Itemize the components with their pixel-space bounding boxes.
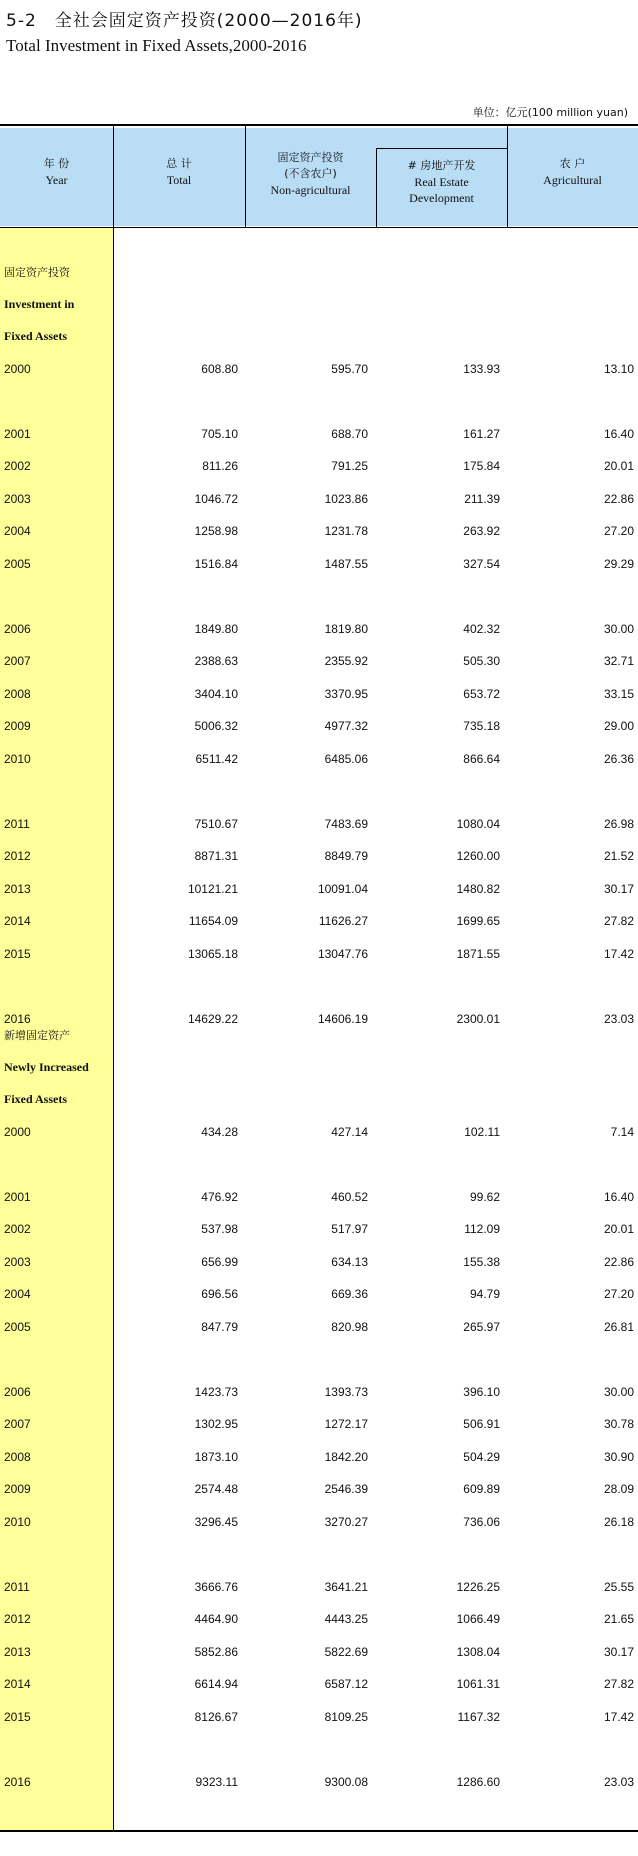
cell-nonag: 8849.79 bbox=[324, 849, 368, 863]
section-title-en bbox=[0, 295, 638, 315]
cell-nonag: 460.52 bbox=[331, 1189, 368, 1204]
cell-real-estate: 396.10 bbox=[463, 1384, 500, 1399]
cell-total: 2574.48 bbox=[194, 1482, 238, 1496]
cell-total: 811.26 bbox=[202, 459, 238, 473]
cell-real-estate: 1871.55 bbox=[456, 946, 500, 961]
cell-real-estate: 175.84 bbox=[463, 459, 500, 473]
cell-nonag: 3370.95 bbox=[324, 686, 368, 701]
cell-total: 476.92 bbox=[201, 1189, 238, 1204]
header-nonag-cn1: 固定资产投资 bbox=[277, 151, 344, 164]
cell-total: 13065.18 bbox=[187, 946, 238, 961]
cell-total: 1423.73 bbox=[194, 1384, 238, 1399]
cell-agricultural: 30.17 bbox=[603, 881, 634, 896]
cell-year: 2012 bbox=[4, 849, 31, 863]
cell-real-estate: 1699.65 bbox=[456, 914, 500, 928]
cell-real-estate: 504.29 bbox=[463, 1449, 500, 1464]
cell-nonag: 8109.25 bbox=[324, 1709, 368, 1724]
cell-real-estate: 1167.32 bbox=[457, 1709, 500, 1724]
cell-real-estate: 1066.49 bbox=[456, 1612, 500, 1626]
cell-real-estate: 263.92 bbox=[463, 524, 500, 538]
table-row bbox=[0, 1383, 638, 1403]
cell-agricultural: 30.78 bbox=[603, 1417, 634, 1431]
cell-nonag: 6587.12 bbox=[324, 1677, 368, 1691]
cell-total: 656.99 bbox=[201, 1254, 238, 1269]
cell-total: 6511.42 bbox=[195, 751, 238, 766]
cell-agricultural: 30.00 bbox=[603, 621, 634, 636]
header-nonag-en: Non-agricultural bbox=[270, 183, 351, 197]
cell-total: 434.28 bbox=[201, 1124, 238, 1139]
header-re-en2: Development bbox=[409, 191, 474, 205]
cell-nonag: 9300.08 bbox=[324, 1774, 368, 1789]
cell-year: 2005 bbox=[4, 1319, 31, 1334]
cell-total: 7510.67 bbox=[194, 816, 238, 831]
table-row bbox=[0, 847, 638, 867]
cell-nonag: 14606.19 bbox=[317, 1011, 368, 1026]
cell-agricultural: 28.09 bbox=[603, 1482, 634, 1496]
cell-real-estate: 653.72 bbox=[463, 686, 500, 701]
section-title-cn bbox=[0, 1025, 638, 1045]
cell-year: 2003 bbox=[4, 1254, 31, 1269]
cell-year: 2003 bbox=[4, 491, 31, 506]
cell-year: 2012 bbox=[4, 1612, 31, 1626]
table-row bbox=[0, 1188, 638, 1208]
header-total bbox=[113, 156, 245, 188]
section-title-en bbox=[0, 1090, 638, 1110]
cell-real-estate: 736.06 bbox=[463, 1514, 500, 1529]
cell-year: 2010 bbox=[4, 1514, 31, 1529]
cell-agricultural: 22.86 bbox=[603, 1254, 634, 1269]
cell-year: 2004 bbox=[4, 1287, 31, 1301]
cell-total: 10121.21 bbox=[187, 881, 238, 896]
table-row bbox=[0, 1610, 638, 1630]
section-title-en bbox=[0, 327, 638, 347]
cell-agricultural: 22.86 bbox=[603, 491, 634, 506]
cell-real-estate: 1061.31 bbox=[456, 1677, 500, 1691]
cell-agricultural: 7.14 bbox=[610, 1124, 634, 1139]
cell-real-estate: 609.89 bbox=[463, 1482, 500, 1496]
page-subtitle: Total Investment in Fixed Assets,2000-2016 bbox=[6, 36, 307, 55]
table-row bbox=[0, 945, 638, 965]
cell-total: 537.98 bbox=[201, 1222, 238, 1236]
cell-nonag: 517.97 bbox=[331, 1222, 368, 1236]
section-label: Investment in bbox=[4, 296, 75, 311]
cell-agricultural: 27.82 bbox=[603, 1677, 634, 1691]
cell-agricultural: 16.40 bbox=[603, 426, 634, 441]
cell-year: 2015 bbox=[4, 1709, 31, 1724]
cell-total: 1849.80 bbox=[194, 621, 238, 636]
cell-agricultural: 32.71 bbox=[603, 654, 634, 668]
cell-year: 2010 bbox=[4, 751, 31, 766]
cell-nonag: 2546.39 bbox=[324, 1482, 368, 1496]
cell-agricultural: 13.10 bbox=[603, 361, 634, 376]
table-row bbox=[0, 1578, 638, 1598]
cell-total: 4464.90 bbox=[194, 1612, 238, 1626]
cell-year: 2006 bbox=[4, 621, 31, 636]
table-row bbox=[0, 1773, 638, 1793]
table-row bbox=[0, 1415, 638, 1435]
cell-nonag: 13047.76 bbox=[317, 946, 368, 961]
cell-year: 2007 bbox=[4, 654, 31, 668]
cell-nonag: 669.36 bbox=[331, 1287, 368, 1301]
cell-nonag: 595.70 bbox=[331, 361, 368, 376]
cell-year: 2000 bbox=[4, 1124, 31, 1139]
cell-real-estate: 735.18 bbox=[463, 719, 500, 733]
col-divider-year bbox=[113, 126, 114, 1830]
table-row bbox=[0, 685, 638, 705]
cell-total: 2388.63 bbox=[194, 654, 238, 668]
cell-agricultural: 26.98 bbox=[603, 816, 634, 831]
header-bottom-rule bbox=[0, 227, 638, 228]
header-ag-en: Agricultural bbox=[543, 173, 602, 187]
cell-real-estate: 265.97 bbox=[463, 1319, 500, 1334]
cell-total: 5006.32 bbox=[194, 719, 238, 733]
cell-total: 3296.45 bbox=[194, 1514, 238, 1529]
cell-nonag: 4977.32 bbox=[324, 719, 368, 733]
cell-year: 2001 bbox=[4, 1189, 31, 1204]
header-re-en1: Real Estate bbox=[414, 175, 469, 189]
cell-year: 2016 bbox=[4, 1774, 31, 1789]
cell-total: 3666.76 bbox=[194, 1579, 238, 1594]
header-agricultural bbox=[507, 156, 638, 188]
cell-year: 2001 bbox=[4, 426, 31, 441]
table-row bbox=[0, 1708, 638, 1728]
cell-agricultural: 30.00 bbox=[603, 1384, 634, 1399]
table-row bbox=[0, 425, 638, 445]
cell-agricultural: 27.20 bbox=[603, 1287, 634, 1301]
section-label: Fixed Assets bbox=[4, 1092, 67, 1106]
cell-nonag: 1819.80 bbox=[324, 621, 368, 636]
table-row bbox=[0, 1253, 638, 1273]
cell-nonag: 3641.21 bbox=[324, 1579, 368, 1594]
cell-real-estate: 1308.04 bbox=[456, 1644, 500, 1659]
cell-total: 696.56 bbox=[201, 1287, 238, 1301]
cell-year: 2009 bbox=[4, 719, 31, 733]
cell-total: 6614.94 bbox=[194, 1677, 238, 1691]
cell-real-estate: 155.38 bbox=[463, 1254, 500, 1269]
cell-real-estate: 505.30 bbox=[463, 654, 500, 668]
cell-real-estate: 506.91 bbox=[463, 1417, 500, 1431]
cell-nonag: 1272.17 bbox=[324, 1417, 368, 1431]
cell-year: 2007 bbox=[4, 1417, 31, 1431]
cell-total: 3404.10 bbox=[194, 686, 238, 701]
cell-nonag: 688.70 bbox=[331, 426, 368, 441]
cell-real-estate: 2300.01 bbox=[456, 1011, 500, 1026]
cell-nonag: 820.98 bbox=[331, 1319, 368, 1334]
cell-nonag: 2355.92 bbox=[324, 654, 368, 668]
cell-nonag: 427.14 bbox=[331, 1124, 368, 1139]
header-ag-cn: 农 户 bbox=[559, 157, 586, 170]
table-row bbox=[0, 1123, 638, 1143]
cell-total: 1046.72 bbox=[194, 491, 238, 506]
table-row bbox=[0, 1513, 638, 1533]
header-nonag bbox=[245, 150, 376, 198]
header-year bbox=[0, 156, 113, 188]
cell-total: 14629.22 bbox=[187, 1011, 238, 1026]
cell-year: 2014 bbox=[4, 914, 31, 928]
cell-agricultural: 20.01 bbox=[603, 1222, 634, 1236]
cell-nonag: 5822.69 bbox=[324, 1644, 368, 1659]
cell-agricultural: 30.17 bbox=[603, 1644, 634, 1659]
cell-real-estate: 1286.60 bbox=[456, 1774, 500, 1789]
cell-nonag: 3270.27 bbox=[324, 1514, 368, 1529]
section-label: 新增固定资产 bbox=[4, 1029, 70, 1042]
cell-agricultural: 21.52 bbox=[603, 849, 634, 863]
cell-total: 1302.95 bbox=[194, 1417, 238, 1431]
table-row bbox=[0, 1643, 638, 1663]
cell-real-estate: 94.79 bbox=[469, 1287, 500, 1301]
cell-agricultural: 29.00 bbox=[603, 719, 634, 733]
cell-agricultural: 17.42 bbox=[603, 946, 634, 961]
cell-real-estate: 99.62 bbox=[469, 1189, 500, 1204]
table-row bbox=[0, 750, 638, 770]
section-title-cn bbox=[0, 262, 638, 282]
cell-agricultural: 21.65 bbox=[603, 1612, 634, 1626]
cell-real-estate: 1226.25 bbox=[456, 1579, 500, 1594]
table-row bbox=[0, 912, 638, 932]
cell-nonag: 4443.25 bbox=[324, 1612, 368, 1626]
cell-agricultural: 26.81 bbox=[603, 1319, 634, 1334]
page-title: 5-2 全社会固定资产投资(2000—2016年) bbox=[6, 11, 363, 31]
table-row bbox=[0, 555, 638, 575]
cell-real-estate: 133.93 bbox=[463, 361, 500, 376]
cell-real-estate: 402.32 bbox=[463, 621, 500, 636]
cell-agricultural: 25.55 bbox=[603, 1579, 634, 1594]
cell-total: 1516.84 bbox=[194, 556, 238, 571]
cell-year: 2006 bbox=[4, 1384, 31, 1399]
table-row bbox=[0, 717, 638, 737]
cell-year: 2011 bbox=[4, 816, 30, 831]
cell-year: 2013 bbox=[4, 881, 31, 896]
cell-nonag: 11626.27 bbox=[318, 914, 368, 928]
cell-total: 9323.11 bbox=[195, 1774, 238, 1789]
cell-nonag: 1231.78 bbox=[324, 524, 368, 538]
table-row bbox=[0, 652, 638, 672]
cell-nonag: 6485.06 bbox=[324, 751, 368, 766]
table-row bbox=[0, 457, 638, 477]
cell-agricultural: 16.40 bbox=[603, 1189, 634, 1204]
cell-nonag: 7483.69 bbox=[324, 816, 368, 831]
cell-nonag: 1842.20 bbox=[324, 1449, 368, 1464]
section-label: Fixed Assets bbox=[4, 329, 67, 343]
cell-real-estate: 161.27 bbox=[463, 426, 500, 441]
cell-year: 2002 bbox=[4, 459, 31, 473]
cell-year: 2000 bbox=[4, 361, 31, 376]
cell-agricultural: 23.03 bbox=[603, 1011, 634, 1026]
table-top-rule bbox=[0, 124, 638, 126]
cell-nonag: 10091.04 bbox=[317, 881, 368, 896]
cell-total: 608.80 bbox=[201, 361, 238, 376]
header-year-cn: 年 份 bbox=[43, 157, 70, 170]
cell-nonag: 1487.55 bbox=[324, 556, 368, 571]
cell-total: 8871.31 bbox=[194, 849, 238, 863]
cell-total: 11654.09 bbox=[188, 914, 238, 928]
cell-agricultural: 29.29 bbox=[603, 556, 634, 571]
cell-year: 2002 bbox=[4, 1222, 31, 1236]
section-title-en bbox=[0, 1058, 638, 1078]
cell-total: 1258.98 bbox=[194, 524, 238, 538]
cell-year: 2016 bbox=[4, 1011, 31, 1026]
header-nonag-cn2: (不含农户) bbox=[284, 167, 337, 180]
section-label: Newly Increased bbox=[4, 1059, 89, 1074]
table-row bbox=[0, 620, 638, 640]
cell-agricultural: 26.36 bbox=[603, 751, 634, 766]
cell-real-estate: 866.64 bbox=[463, 751, 500, 766]
cell-year: 2015 bbox=[4, 946, 31, 961]
header-year-en: Year bbox=[45, 173, 68, 187]
cell-real-estate: 112.09 bbox=[464, 1222, 500, 1236]
cell-year: 2014 bbox=[4, 1677, 31, 1691]
cell-total: 847.79 bbox=[201, 1319, 238, 1334]
header-total-en: Total bbox=[166, 173, 192, 187]
cell-nonag: 634.13 bbox=[331, 1254, 368, 1269]
cell-real-estate: 327.54 bbox=[463, 556, 500, 571]
cell-total: 705.10 bbox=[201, 426, 238, 441]
cell-nonag: 791.25 bbox=[331, 459, 368, 473]
cell-agricultural: 23.03 bbox=[603, 1774, 634, 1789]
cell-year: 2005 bbox=[4, 556, 31, 571]
data-table bbox=[0, 124, 638, 1832]
cell-total: 1873.10 bbox=[194, 1449, 238, 1464]
cell-agricultural: 26.18 bbox=[603, 1514, 634, 1529]
cell-year: 2008 bbox=[4, 686, 31, 701]
cell-agricultural: 27.20 bbox=[603, 524, 634, 538]
cell-agricultural: 27.82 bbox=[603, 914, 634, 928]
table-row bbox=[0, 1220, 638, 1240]
cell-agricultural: 17.42 bbox=[603, 1709, 634, 1724]
table-row bbox=[0, 815, 638, 835]
table-row bbox=[0, 880, 638, 900]
subheader-rule bbox=[376, 148, 507, 149]
cell-year: 2011 bbox=[4, 1579, 30, 1594]
table-row bbox=[0, 490, 638, 510]
cell-real-estate: 1260.00 bbox=[456, 849, 500, 863]
cell-agricultural: 20.01 bbox=[603, 459, 634, 473]
cell-real-estate: 1480.82 bbox=[456, 881, 500, 896]
table-bottom-rule bbox=[0, 1830, 638, 1832]
header-total-cn: 总 计 bbox=[166, 157, 192, 170]
table-row bbox=[0, 1675, 638, 1695]
table-row bbox=[0, 1318, 638, 1338]
cell-nonag: 1023.86 bbox=[324, 491, 368, 506]
section-label: 固定资产投资 bbox=[4, 266, 70, 279]
cell-year: 2008 bbox=[4, 1449, 31, 1464]
unit-note: 单位：亿元(100 million yuan) bbox=[472, 106, 628, 119]
header-real-estate bbox=[376, 158, 507, 206]
cell-real-estate: 211.39 bbox=[464, 491, 500, 506]
cell-real-estate: 1080.04 bbox=[456, 816, 500, 831]
table-row bbox=[0, 1480, 638, 1500]
cell-year: 2004 bbox=[4, 524, 31, 538]
table-row bbox=[0, 522, 638, 542]
cell-agricultural: 33.15 bbox=[603, 686, 634, 701]
table-row bbox=[0, 1285, 638, 1305]
cell-total: 8126.67 bbox=[194, 1709, 238, 1724]
header-re-cn: # 房地产开发 bbox=[407, 159, 476, 172]
cell-year: 2013 bbox=[4, 1644, 31, 1659]
cell-nonag: 1393.73 bbox=[324, 1384, 368, 1399]
table-row bbox=[0, 1448, 638, 1468]
table-row bbox=[0, 360, 638, 380]
cell-year: 2009 bbox=[4, 1482, 31, 1496]
cell-total: 5852.86 bbox=[194, 1644, 238, 1659]
cell-agricultural: 30.90 bbox=[603, 1449, 634, 1464]
cell-real-estate: 102.11 bbox=[464, 1124, 500, 1139]
